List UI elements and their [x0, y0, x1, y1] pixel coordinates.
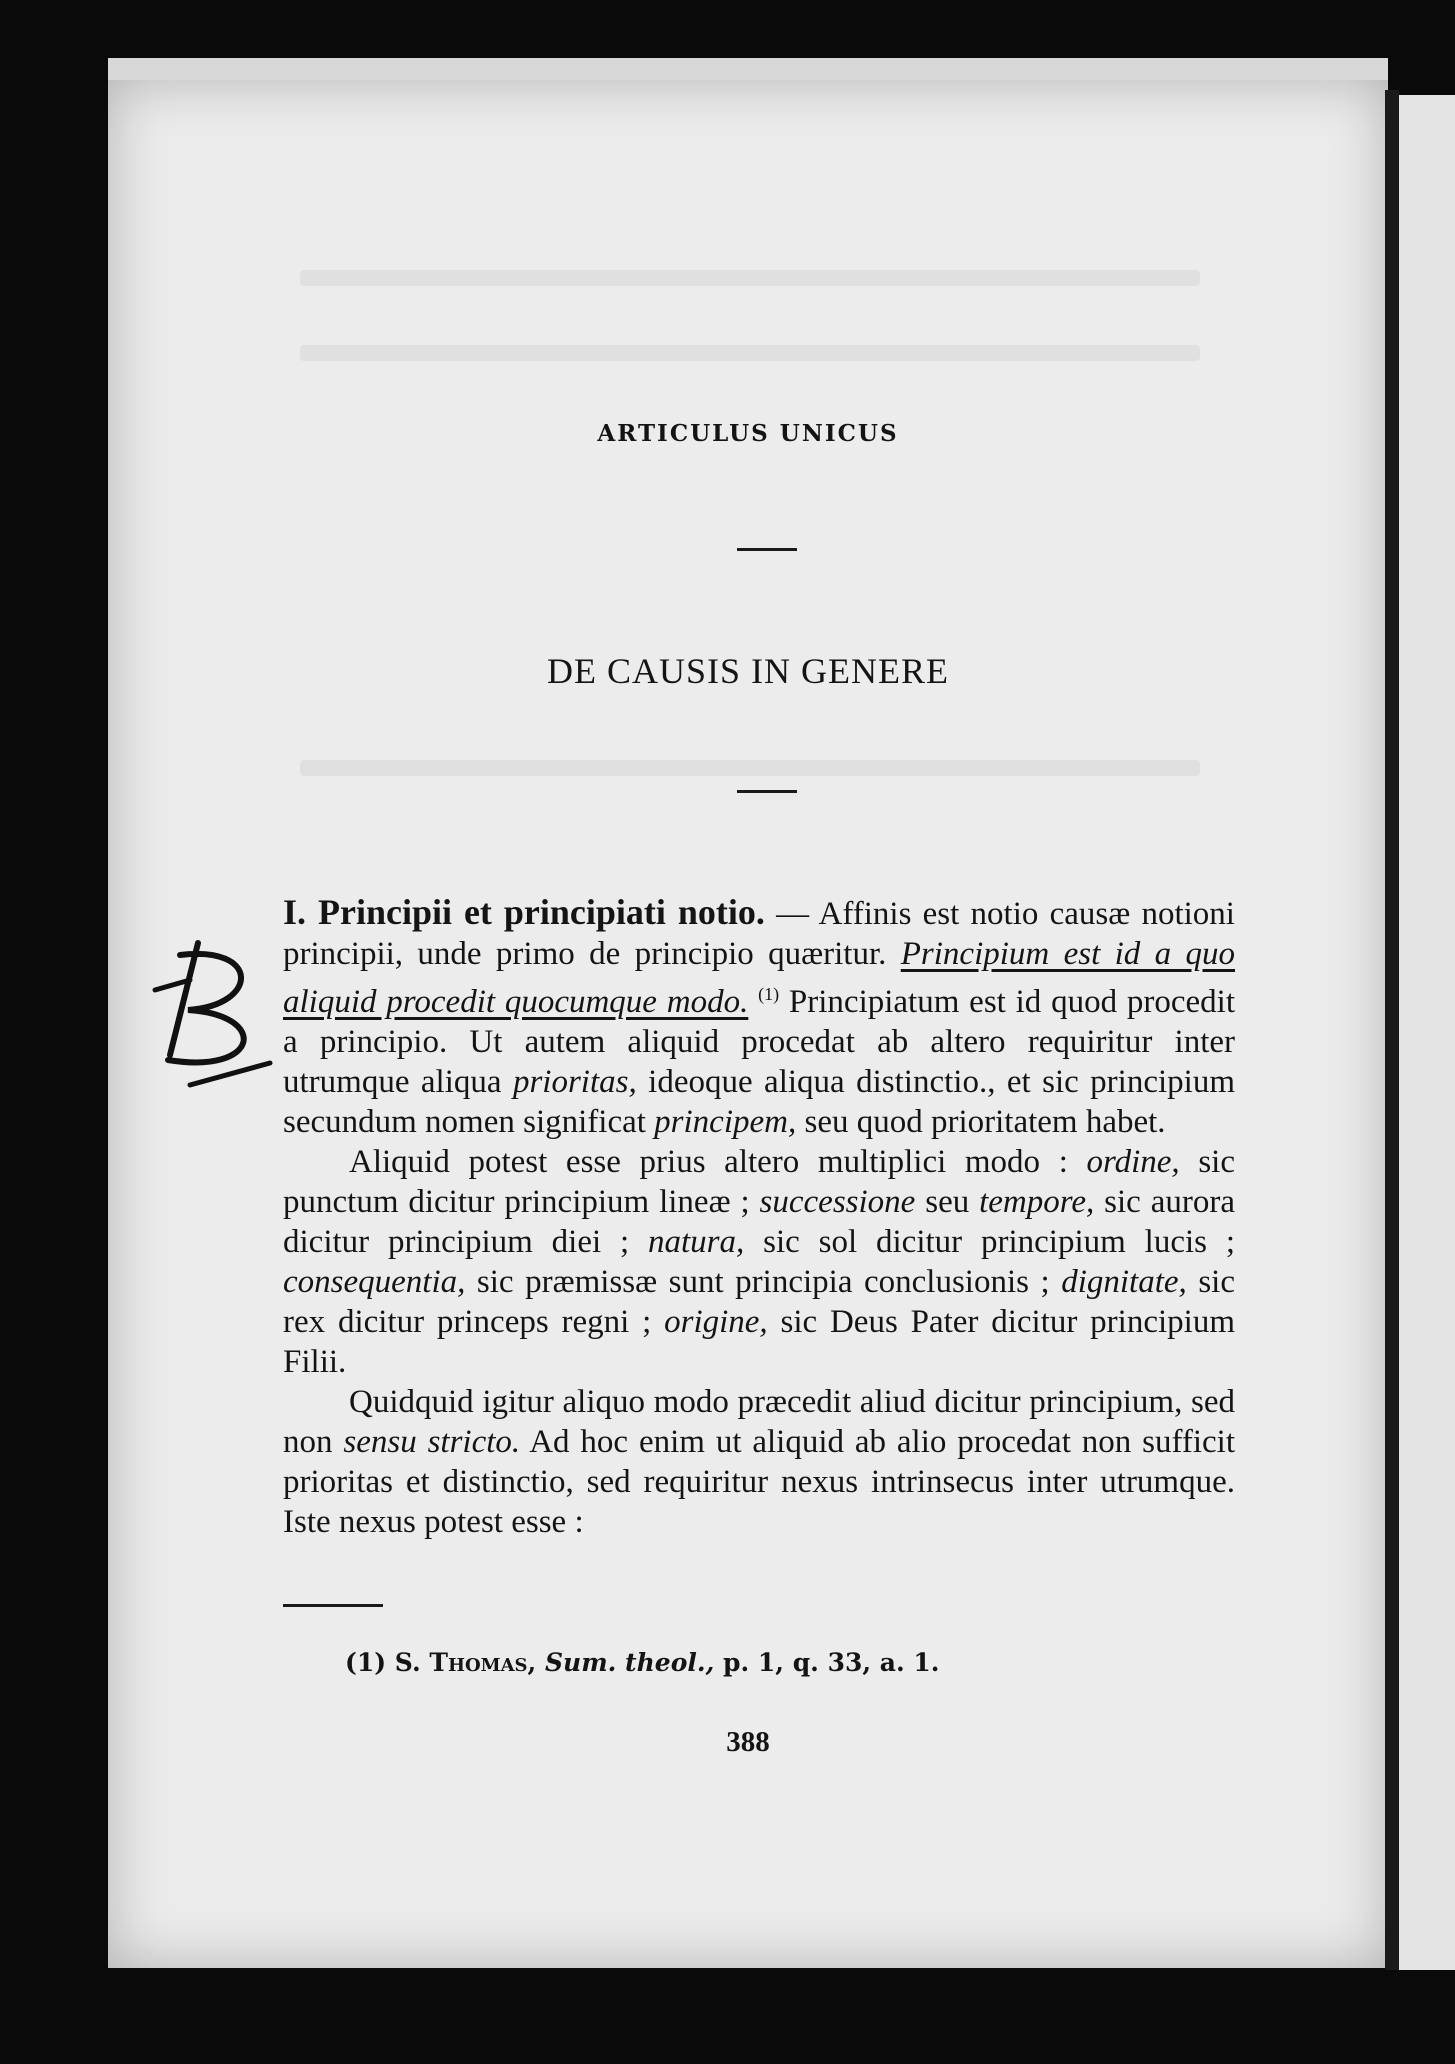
paragraph — [283, 1382, 1235, 1542]
article-header: ARTICULUS UNICUS — [597, 420, 899, 447]
text-run: sic aurora dicitur principium diei ; — [283, 1184, 1235, 1260]
page-gutter-shadow — [1385, 90, 1399, 1970]
footnote-work: Sum. theol., — [544, 1648, 715, 1677]
text-run: ideoque aliqua distinctio., et sic principium secundum nomen significat — [283, 1064, 1235, 1140]
chapter-title: DE CAUSIS IN GENERE — [547, 651, 949, 691]
footnote-author: S. Thomas, — [394, 1648, 537, 1677]
italic-term: dignitate, — [1061, 1264, 1187, 1300]
footnote-rule — [283, 1604, 383, 1607]
footnote-ref: (1) — [758, 984, 780, 1004]
text-run: sic sol dicitur principium lucis ; — [744, 1224, 1235, 1260]
paragraph — [283, 1142, 1235, 1382]
section-heading: I. Principii et principiati notio. — [283, 892, 765, 932]
italic-term: tempore, — [979, 1184, 1095, 1220]
title-rule — [737, 790, 797, 793]
text-run: Quidquid igitur aliquo modo præcedit aliud dicitur principium, sed non — [283, 1384, 1235, 1460]
italic-term: sensu stricto. — [343, 1424, 521, 1460]
main-text — [283, 892, 1235, 1542]
text-run: seu — [915, 1184, 980, 1220]
text-run: Principiatum est id quod procedit a principio. Ut autem aliquid procedat ab altero requiritur inter utrumque aliqua — [283, 984, 1235, 1100]
italic-term: consequentia, — [283, 1264, 466, 1300]
page-top-edge — [108, 58, 1388, 80]
header-rule — [737, 548, 797, 551]
text-run: sic præmissæ sunt principia conclusionis ; — [465, 1264, 1062, 1300]
paragraph — [283, 892, 1235, 1142]
text-run: — Affinis est notio causæ notioni principii, unde primo de principio quæritur. — [283, 896, 1235, 972]
text-run: Ad hoc enim ut aliquid ab alio procedat non sufficit prioritas et distinctio, sed requiritur nexus intrinsecus inter utrumque. Iste nexus potest esse : — [283, 1424, 1235, 1540]
footnote — [345, 1648, 939, 1677]
footnote-reference: p. 1, q. 33, a. 1. — [723, 1648, 940, 1677]
italic-term: ordine, — [1086, 1144, 1180, 1180]
italic-term: natura, — [648, 1224, 745, 1260]
page-number: 388 — [726, 1726, 770, 1758]
principle-definition: Principium est id a quo aliquid procedit quocumque modo. — [283, 936, 1236, 1020]
bleed-through — [300, 345, 1200, 361]
adjacent-page-edge — [1399, 95, 1455, 1970]
italic-term: origine, — [664, 1304, 768, 1340]
italic-term: prioritas, — [512, 1064, 637, 1100]
italic-term: successione — [759, 1184, 916, 1220]
bleed-through — [300, 760, 1200, 776]
text-run: sic Deus Pater dicitur principium Filii. — [283, 1304, 1235, 1380]
footnote-number: (1) — [345, 1648, 387, 1677]
text-run: Aliquid potest esse prius altero multiplici modo : — [349, 1144, 1087, 1180]
text-run: seu quod prioritatem habet. — [796, 1104, 1166, 1140]
text-run: sic punctum dicitur principium lineæ ; — [283, 1144, 1235, 1220]
italic-term: principem, — [654, 1104, 797, 1140]
handwritten-b-mark — [150, 935, 290, 1095]
bleed-through — [300, 270, 1200, 286]
text-run: sic rex dicitur princeps regni ; — [283, 1264, 1235, 1340]
